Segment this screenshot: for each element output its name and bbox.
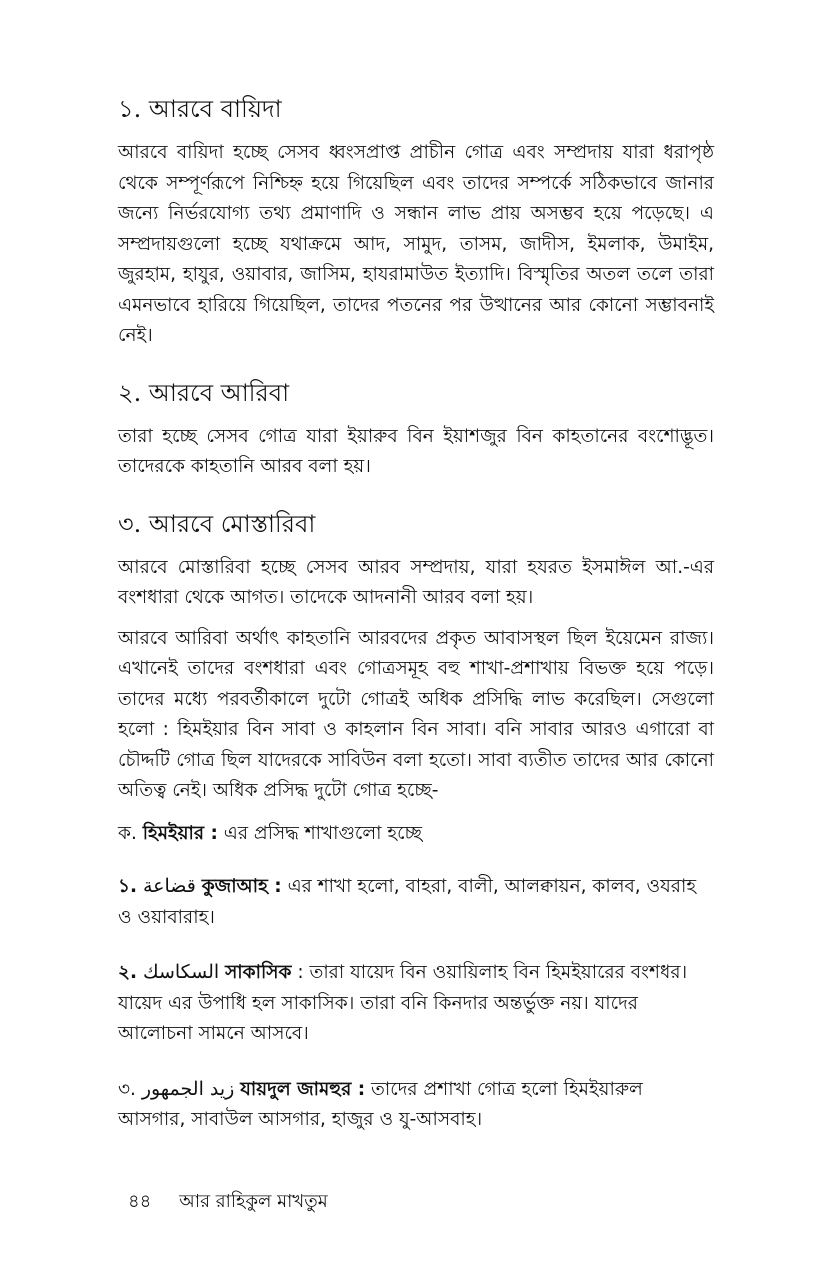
section-heading: ১. আরবে বায়িদা (118, 95, 282, 123)
section-paragraph: আরবে আরিবা অর্থাৎ কাহতানি আরবদের প্রকৃত আবাসস্থল ছিল ইয়েমেন রাজ্য। এখানেই তাদের বংশধারা এবং গোত্রসমূহ বহু শাখা-প্রশাখায় বিভক্ত হয়ে পড়ে। তাদের মধ্যে পরবর্তীকালে দুটো গোত্রই অধিক প্রসিদ্ধি লাভ করেছিল। সেগুলো হলো : হিমইয়ার বিন সাবা ও কাহলান বিন সাবা। বনি সাবার আরও এগারো বা চৌদ্দটি গোত্র ছিল যাদেরকে সাবিউন বলা হতো। সাবা ব্যতীত তাদের আর কোনো অতিত্ব নেই। অধিক প্রসিদ্ধ দুটো গোত্র হচ্ছে- (118, 627, 714, 801)
section-heading: ২. আরবে আরিবা (118, 378, 290, 407)
section-arabe-mostariba (118, 507, 714, 807)
section-arabe-bayida (118, 92, 714, 352)
section-arabe-ariba (118, 376, 714, 483)
item-number: ৩. (118, 1078, 136, 1100)
himyar-prefix: ক. (118, 822, 137, 844)
section-paragraph: আরবে বায়িদা হচ্ছে সেসব ধ্বংসপ্রাপ্ত প্রাচীন গোত্র এবং সম্প্রদায় যারা ধরাপৃষ্ঠ থেকে সম্পূর্ণরূপে নিশ্চিহ্ন হয়ে গিয়েছিল এবং তাদের সম্পর্কে সঠিকভাবে জানার জন্যে নির্ভরযোগ্য তথ্য প্রমাণাদি ও সন্ধান লাভ প্রায় অসম্ভব হয়ে পড়েছে। এ সম্প্রদায়গুলো হচ্ছে যথাক্রমে আদ, সামুদ, তাসম, জাদীস, ইমলাক, উমাইম, জুরহাম, হাযুর, ওয়াবার, জাসিম, হাযরামাউত ইত্যাদি। বিস্মৃতির অতল তলে তারা এমনভাবে হারিয়ে গিয়েছিল, তাদের পতনের পর উত্থানের আর কোনো সম্ভাবনাই নেই। (118, 142, 714, 346)
item-arabic: قضاعة (142, 875, 196, 897)
item-name: যায়দুল জামহুর : (240, 1078, 366, 1100)
item-text: তাদের প্রশাখা গোত্র হলো হিমইয়ারুল আসগার, সাবাউল আসগার, হাজুর ও যু-আসবাহ। (118, 1078, 643, 1130)
item-number: ১. (118, 876, 138, 897)
himyar-name: হিমইয়ার : (142, 822, 218, 844)
item-text: : তারা যায়েদ বিন ওয়ায়িলাহ বিন হিমইয়ারের বংশধর। যায়েদ এর উপাধি হল সাকাসিক। তারা বনি কিনদার অন্তর্ভুক্ত নয়। যাদের আলোচনা সামনে আসবে। (118, 962, 688, 1044)
item-text: এর শাখা হলো, বাহরা, বালী, আলক্বায়ন, কালব, ওযরাহ ও ওয়াবারাহ। (118, 876, 697, 928)
list-item (118, 1074, 714, 1136)
item-name: কুজাআহ : (201, 876, 282, 897)
section-paragraph: তারা হচ্ছে সেসব গোত্র যারা ইয়ারুব বিন ইয়াশজুর বিন কাহতানের বংশোদ্ভূত। তাদেরকে কাহতানি আরব বলা হয়। (118, 425, 714, 477)
himyar-line (118, 819, 714, 850)
himyar-rest: এর প্রসিদ্ধ শাখাগুলো হচ্ছে (223, 822, 423, 844)
item-arabic: السكاسك (142, 961, 220, 983)
item-number: ২. (118, 962, 138, 983)
book-title: আর রাহিকুল মাখতুম (179, 1191, 328, 1212)
section-paragraph: আরবে মোস্তারিবা হচ্ছে সেসব আরব সম্প্রদায়, যারা হযরত ইসমাঈল আ.-এর বংশধারা থেকে আগত। তাদেকে আদনানী আরব বলা হয়। (118, 556, 714, 608)
list-item (118, 957, 714, 1050)
page-body (118, 92, 714, 1160)
item-arabic: زيد الجمهور (141, 1077, 235, 1100)
section-heading: ৩. আরবে মোস্তারিবা (118, 509, 316, 538)
list-item (118, 871, 714, 933)
item-name: সাকাসিক (225, 962, 292, 983)
page-footer (128, 1190, 328, 1214)
page-number: ৪৪ (128, 1191, 152, 1212)
